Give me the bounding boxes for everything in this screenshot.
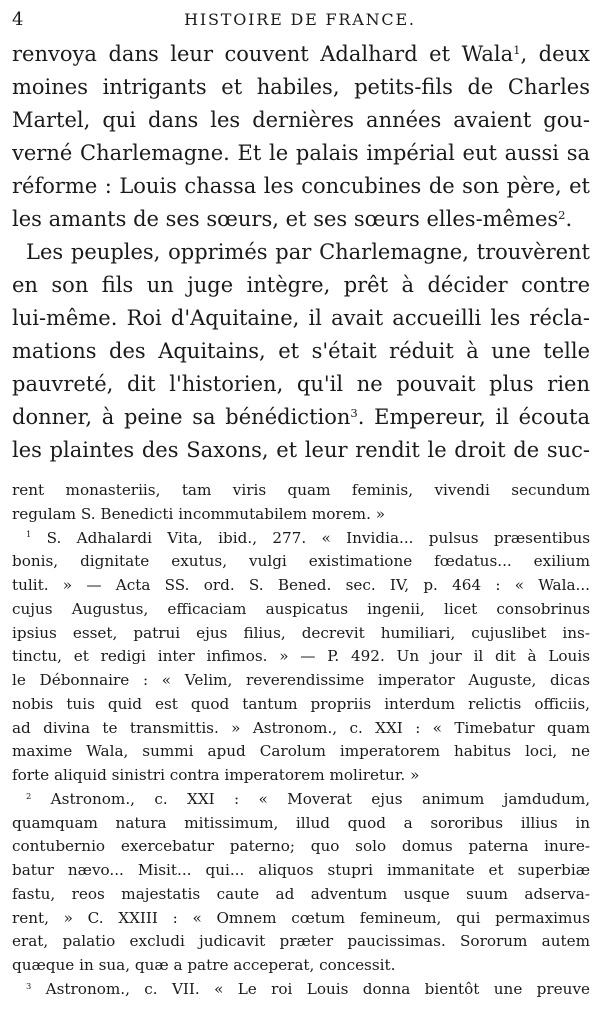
footnote-line: $^1$ S. Adhalardi Vita, ibid., 277. « Invidia... pulsus præsentibus — [26, 528, 590, 547]
footnote-line: $^3$ Astronom., c. VII. « Le roi Louis donna bientôt une preuve — [26, 979, 590, 998]
body-line: donner, à peine sa bénédiction$^3$. Empereur, il écouta — [12, 405, 590, 429]
page-number: 4 — [12, 9, 24, 30]
footnote-line: batur nævo... Misit... qui... aliquos stupri immanitate et superbiæ — [12, 861, 590, 879]
body-line: réforme : Louis chassa les concubines de son père, et — [12, 174, 590, 198]
running-head: HISTOIRE DE FRANCE. — [184, 10, 416, 29]
footnote-line: quamquam natura mitissimum, illud quod a sororibus illius in — [12, 813, 590, 832]
footnote-marker: 3 — [26, 980, 32, 991]
footnote-line: regulam S. Benedicti incommutabilem morem. » — [12, 504, 386, 523]
body-line: Martel, qui dans les dernières années avaient gou- — [12, 108, 590, 132]
footnote-line: erat, palatio excludi judicavit præter paucissimas. Sororum autem — [12, 932, 590, 951]
body-text — [12, 38, 590, 467]
footnote-line: ad divina te transmittis. » Astronom., c. XXI : « Timebatur quam — [12, 718, 590, 737]
footnote-marker: 2 — [26, 790, 32, 801]
body-line: en son fils un juge intègre, prêt à décider contre — [12, 273, 590, 297]
footnote-line: tulit. » — Acta SS. ord. S. Bened. sec. IV, p. 464 : « Wala... — [12, 576, 590, 594]
footnote-line: cujus Augustus, efficaciam auspicatus ingenii, licet consobrinus — [12, 599, 590, 618]
footnote-line: rent monasteriis, tam viris quam feminis, vivendi secundum — [12, 481, 590, 499]
body-line: les plaintes des Saxons, et leur rendit le droit de suc- — [12, 438, 590, 462]
body-line: pauvreté, dit l'historien, qu'il ne pouvait plus rien — [12, 372, 590, 396]
footnote-line: nobis tuis quid est quod tantum propriis interdum relictis officiis, — [12, 694, 590, 713]
footnote-line: bonis, dignitate exutus, vulgi existimatione fœdatus... exilium — [12, 552, 590, 571]
body-line: verné Charlemagne. Et le palais impérial eut aussi sa — [12, 141, 590, 165]
footnote-line: le Débonnaire : « Velim, reverendissime imperator Auguste, dicas — [12, 671, 590, 689]
footnote-line: tinctu, et redigi inter infimos. » — P. 492. Un jour il dit à Louis — [12, 647, 590, 666]
footnote-line: $^2$ Astronom., c. XXI : « Moverat ejus animum jamdudum, — [26, 789, 590, 808]
page-header — [12, 9, 588, 31]
footnote-line: ipsius esset, patrui ejus filius, decrevit humiliari, cujuslibet ins- — [12, 623, 590, 642]
footnote-line: quæque in sua, quæ a patre acceperat, concessit. — [12, 956, 396, 974]
body-line: moines intrigants et habiles, petits-fils de Charles — [12, 75, 590, 99]
footnote-marker: 1 — [26, 529, 32, 540]
body-line: renvoya dans leur couvent Adalhard et Wala$^1$, deux — [12, 42, 590, 66]
footnote-marker: 1 — [513, 43, 521, 58]
body-line: mations des Aquitains, et s'était réduit à une telle — [12, 339, 590, 363]
body-line: les amants de ses sœurs, et ses sœurs elles-mêmes$^2$. — [12, 207, 573, 231]
footnote-line: contubernio exercebatur paterno; quo solo domus paterna inure- — [12, 837, 590, 856]
footnote-marker: 3 — [350, 406, 358, 421]
footnotes — [12, 479, 590, 1002]
footnote-line: forte aliquid sinistri contra imperatorem moliretur. » — [12, 766, 420, 784]
footnote-line: fastu, reos majestatis caute ad adventum usque suum adserva- — [12, 884, 590, 903]
footnote-marker: 2 — [558, 208, 566, 223]
body-line: Les peuples, opprimés par Charlemagne, trouvèrent — [26, 240, 590, 264]
body-line: lui-même. Roi d'Aquitaine, il avait accueilli les récla- — [12, 306, 590, 330]
footnote-line: maxime Wala, summi apud Carolum imperatorem habitus loci, ne — [12, 742, 590, 761]
footnote-line: rent, » C. XXIII : « Omnem cœtum femineum, qui permaximus — [12, 908, 590, 927]
